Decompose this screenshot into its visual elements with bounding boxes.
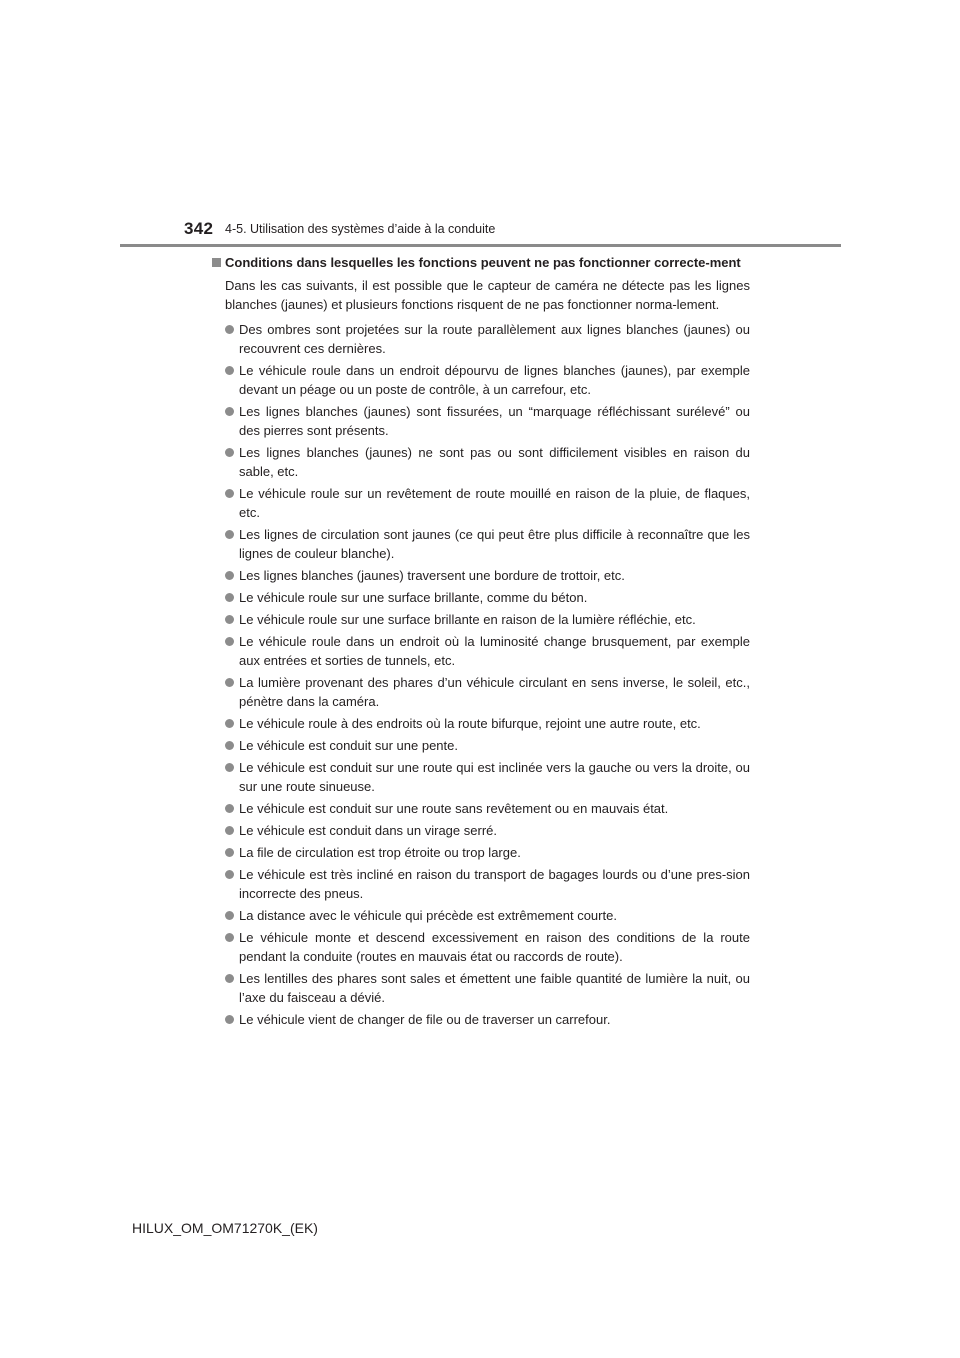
list-item-text: Les lentilles des phares sont sales et émettent une faible quantité de lumière la nuit, ou l’axe du faisceau a dévié. — [239, 971, 750, 1005]
list-item-text: Le véhicule monte et descend excessivement en raison des conditions de la route pendant la conduite (routes en mauvais état ou raccords de route). — [239, 930, 750, 964]
list-item — [212, 588, 750, 607]
circle-bullet-icon — [225, 325, 234, 334]
circle-bullet-icon — [225, 741, 234, 750]
section-intro: Dans les cas suivants, il est possible que le capteur de caméra ne détecte pas les lignes blanches (jaunes) et plusieurs fonctions risquent de ne pas fonctionner norma-lement. — [225, 278, 750, 312]
list-item — [212, 928, 750, 966]
list-item-text: La file de circulation est trop étroite ou trop large. — [239, 845, 521, 860]
content — [212, 253, 750, 1032]
list-item — [212, 843, 750, 862]
list-item — [212, 484, 750, 522]
list-item — [212, 714, 750, 733]
list-item-text: Le véhicule vient de changer de file ou de traverser un carrefour. — [239, 1012, 611, 1027]
list-item — [212, 799, 750, 818]
circle-bullet-icon — [225, 366, 234, 375]
list-item-text: Les lignes blanches (jaunes) traversent une bordure de trottoir, etc. — [239, 568, 625, 583]
list-item-text: Le véhicule est conduit sur une route sans revêtement ou en mauvais état. — [239, 801, 669, 816]
list-item — [212, 402, 750, 440]
list-item — [212, 821, 750, 840]
list-item — [212, 361, 750, 399]
list-item — [212, 673, 750, 711]
section-heading — [212, 253, 750, 272]
list-item-text: Les lignes blanches (jaunes) ne sont pas ou sont difficilement visibles en raison du sable, etc. — [239, 445, 750, 479]
document-code: HILUX_OM_OM71270K_(EK) — [132, 1220, 318, 1236]
list-item-text: Le véhicule est conduit sur une pente. — [239, 738, 458, 753]
list-item — [212, 443, 750, 481]
list-item-text: Le véhicule roule dans un endroit dépourvu de lignes blanches (jaunes), par exemple devant un péage ou un poste de contrôle, à un carrefour, etc. — [239, 363, 750, 397]
list-item — [212, 969, 750, 1007]
list-item-text: Le véhicule est très incliné en raison du transport de bagages lourds ou d’une pres-sion incorrecte des pneus. — [239, 867, 750, 901]
list-item — [212, 736, 750, 755]
conditions-list — [212, 320, 750, 1029]
list-item-text: Le véhicule roule à des endroits où la route bifurque, rejoint une autre route, etc. — [239, 716, 701, 731]
circle-bullet-icon — [225, 530, 234, 539]
list-item — [212, 1010, 750, 1029]
circle-bullet-icon — [225, 593, 234, 602]
list-item — [212, 566, 750, 585]
list-item-text: Le véhicule est conduit dans un virage serré. — [239, 823, 497, 838]
list-item — [212, 632, 750, 670]
list-item-text: Le véhicule est conduit sur une route qui est inclinée vers la gauche ou vers la droite, ou sur une route sinueuse. — [239, 760, 750, 794]
square-bullet-icon — [212, 258, 221, 267]
circle-bullet-icon — [225, 974, 234, 983]
list-item — [212, 320, 750, 358]
circle-bullet-icon — [225, 826, 234, 835]
list-item-text: Le véhicule roule dans un endroit où la luminosité change brusquement, par exemple aux entrées et sorties de tunnels, etc. — [239, 634, 750, 668]
circle-bullet-icon — [225, 804, 234, 813]
circle-bullet-icon — [225, 489, 234, 498]
list-item — [212, 758, 750, 796]
list-item — [212, 610, 750, 629]
circle-bullet-icon — [225, 407, 234, 416]
list-item-text: Les lignes de circulation sont jaunes (ce qui peut être plus difficile à reconnaître que les lignes de couleur blanche). — [239, 527, 750, 561]
circle-bullet-icon — [225, 678, 234, 687]
circle-bullet-icon — [225, 763, 234, 772]
list-item-text: Le véhicule roule sur une surface brillante, comme du béton. — [239, 590, 588, 605]
circle-bullet-icon — [225, 448, 234, 457]
list-item — [212, 906, 750, 925]
list-item-text: Les lignes blanches (jaunes) sont fissurées, un “marquage réfléchissant surélevé” ou des pierres sont présents. — [239, 404, 750, 438]
list-item-text: La distance avec le véhicule qui précède est extrêmement courte. — [239, 908, 617, 923]
circle-bullet-icon — [225, 637, 234, 646]
circle-bullet-icon — [225, 933, 234, 942]
circle-bullet-icon — [225, 571, 234, 580]
circle-bullet-icon — [225, 848, 234, 857]
list-item-text: Le véhicule roule sur une surface brillante en raison de la lumière réfléchie, etc. — [239, 612, 696, 627]
circle-bullet-icon — [225, 1015, 234, 1024]
circle-bullet-icon — [225, 615, 234, 624]
page-number: 342 — [184, 219, 214, 238]
circle-bullet-icon — [225, 719, 234, 728]
list-item — [212, 865, 750, 903]
list-item-text: Des ombres sont projetées sur la route parallèlement aux lignes blanches (jaunes) ou recouvrent ces dernières. — [239, 322, 750, 356]
chapter-title: 4-5. Utilisation des systèmes d’aide à la conduite — [225, 222, 496, 236]
circle-bullet-icon — [225, 911, 234, 920]
circle-bullet-icon — [225, 870, 234, 879]
section-heading-text: Conditions dans lesquelles les fonctions peuvent ne pas fonctionner correcte-ment — [225, 255, 741, 270]
list-item — [212, 525, 750, 563]
header-rule — [120, 244, 841, 247]
list-item-text: Le véhicule roule sur un revêtement de route mouillé en raison de la pluie, de flaques, etc. — [239, 486, 750, 520]
list-item-text: La lumière provenant des phares d’un véhicule circulant en sens inverse, le soleil, etc., pénètre dans la caméra. — [239, 675, 750, 709]
